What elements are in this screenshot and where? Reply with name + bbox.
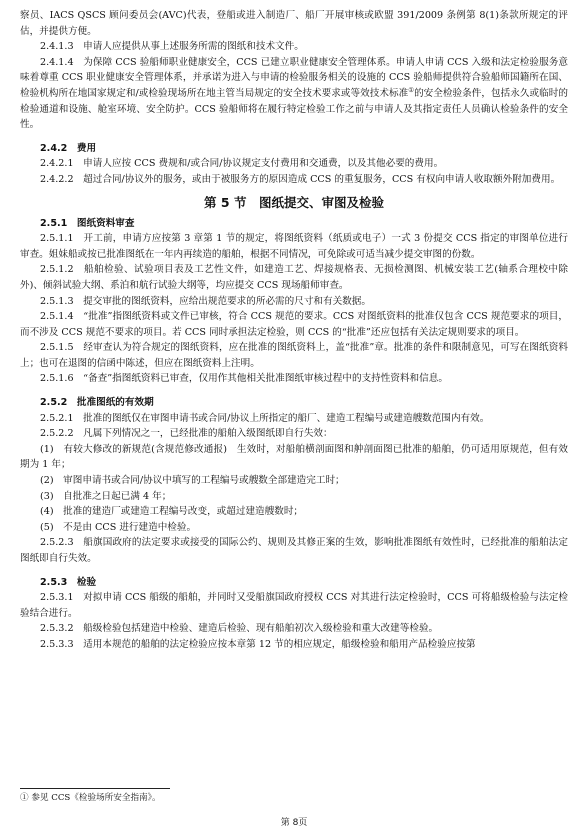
heading-2-5-3: 2.5.3 检验 bbox=[40, 576, 97, 588]
clause-2-5-1-2: 2.5.1.2 船舶检验、试验项目表及工艺性文件，如建造工艺、焊接规格表、无损检测图、机械安装工艺(轴系合理校中除外)、倾斜试验大纲、系泊和航行试验大纲等，均应提交 CCS 现场船师审查。 bbox=[20, 264, 568, 291]
clause-2-5-2-3: 2.5.2.3 船旗国政府的法定要求或接受的国际公约、规则及其修正案的生效，影响批准图纸有效性时，已经批准的船舶法定图纸即自行失效。 bbox=[20, 537, 568, 564]
list-item-3: (3) 自批准之日起已满 4 年； bbox=[40, 490, 172, 502]
list-item-1: (1) 有较大修改的新规范(含规范修改通报) 生效时，对船舶横剖面图和舯剖面图已批准的船舶，仍可适用原规范，但有效期为 1 年； bbox=[20, 443, 568, 471]
footnote-marker: ① bbox=[20, 793, 29, 803]
footnote-text: 参见 CCS《检验场所安全指南》。 bbox=[31, 793, 161, 803]
clause-2-5-1-3: 2.5.1.3 提交审批的图纸资料，应给出规范要求的所必需的尺寸和有关数据。 bbox=[40, 295, 371, 307]
clause-2-5-1-6: 2.5.1.6 “备查”指图纸资料已审查，仅用作其他相关批准图纸审核过程中的支持性资料和信息。 bbox=[40, 373, 448, 385]
clause-2-4-1-4 bbox=[20, 55, 568, 133]
clause-2-5-1-1: 2.5.1.1 开工前，申请方应按第 3 章第 1 节的规定，将图纸资料（纸质或电子）一式 3 份提交 CCS 指定的审图单位进行审查。姐妹船或按已批准图纸在一年内再续造的船舶，根据不同情况，可免除或可适当减少提交审图的份数。 bbox=[20, 233, 568, 260]
footnote-ref-marker[interactable]: ① bbox=[408, 85, 415, 94]
clause-2-5-1-5: 2.5.1.5 经审查认为符合规定的图纸资料，应在批准的图纸资料上，盖“批准”章。批准的条件和限制意见，可写在图纸资料上；也可在退图的信函中陈述，但应在图纸资料上注明。 bbox=[20, 342, 568, 369]
section-title: 第 5 节 图纸提交、审图及检验 bbox=[204, 194, 384, 210]
footnote bbox=[20, 792, 161, 804]
clause-2-5-1-4: 2.5.1.4 “批准”指图纸资料或文件已审核，符合 CCS 规范的要求。CCS 对图纸资料的批准仅包含 CCS 规范要求的项目，而不涉及 CCS 规范不要求的项目。若 CCS 同时承担法定检验，则 CCS 的“批准”还应包括有关法定规则要求的项目。 bbox=[20, 311, 568, 338]
heading-2-4-2: 2.4.2 费用 bbox=[40, 142, 97, 154]
clause-2-5-2-2: 2.5.2.2 凡属下列情况之一，已经批准的船舶入级图纸即自行失效： bbox=[40, 428, 333, 440]
clause-2-5-2-1: 2.5.2.1 批准的图纸仅在审图申请书或合同/协议上所指定的船厂、建造工程编号或建造艘数范围内有效。 bbox=[40, 412, 490, 424]
heading-2-5-1: 2.5.1 图纸资料审查 bbox=[40, 217, 135, 229]
list-item-2: (2) 审图申请书或合同/协议中填写的工程编号或艘数全部建造完工时； bbox=[40, 475, 345, 487]
clause-2-4-1-3: 2.4.1.3 申请人应提供从事上述服务所需的图纸和技术文件。 bbox=[40, 41, 304, 53]
page-number: 第 8页 bbox=[280, 818, 308, 828]
clause-2-4-1-4-text-b: 的安全检验条件，包括永久或临时的检验通道和设施、舱室环境、安全防护。CCS 验船师将在履行特定检验工作之前与申请人及其指定责任人员确认检验条件的安全性。 bbox=[20, 87, 569, 131]
clause-2-5-3-2: 2.5.3.2 船级检验包括建造中检验、建造后检验、现有船舶初次入级检验和重大改建等检验。 bbox=[40, 623, 439, 635]
document-page bbox=[20, 8, 568, 653]
clause-2-4-2-2: 2.4.2.2 超过合同/协议外的服务，或由于被服务方的原因造成 CCS 的重复服务，CCS 有权向申请人收取额外附加费用。 bbox=[40, 173, 561, 185]
list-item-4: (4) 批准的建造厂或建造工程编号改变，或超过建造艘数时； bbox=[40, 506, 304, 518]
clause-2-4-1-4-text-a: 2.4.1.4 为保障 CCS 验船师职业健康安全，CCS 已建立职业健康安全管理体系。申请人申请 CCS 入级和法定检验服务意味着尊重 CCS 职业健康安全管理体系，并承诺为进入与申请的检验服务相关的设施的 CCS 验船师提供符合验船师国籍所在国、检验机构所在地国家规定和/或检验现场所在地主管当局规定的安全技术要求或等效技术标准 bbox=[20, 56, 568, 99]
clause-2-5-3-1: 2.5.3.1 对拟申请 CCS 船级的船舶，并同时又受船旗国政府授权 CCS 对其进行法定检验时，CCS 可将船级检验与法定检验结合进行。 bbox=[20, 592, 568, 619]
heading-2-5-2: 2.5.2 批准图纸的有效期 bbox=[40, 397, 154, 409]
footnote-divider bbox=[20, 788, 170, 789]
paragraph-continuation: 察员、IACS QSCS 顾问委员会(AVC)代表，登船或进入制造厂、船厂开展审核或欧盟 391/2009 条例第 8(1)条款所规定的评估，并提供方便。 bbox=[20, 10, 568, 37]
clause-2-4-2-1: 2.4.2.1 申请人应按 CCS 费规和/或合同/协议规定支付费用和交通费，以及其他必要的费用。 bbox=[40, 158, 444, 170]
clause-2-5-3-3: 2.5.3.3 适用本规范的船舶的法定检验应按本章第 12 节的相应规定，船级检验和船用产品检验应按第 bbox=[40, 638, 476, 650]
list-item-5: (5) 不是由 CCS 进行建造中检验。 bbox=[40, 521, 197, 533]
